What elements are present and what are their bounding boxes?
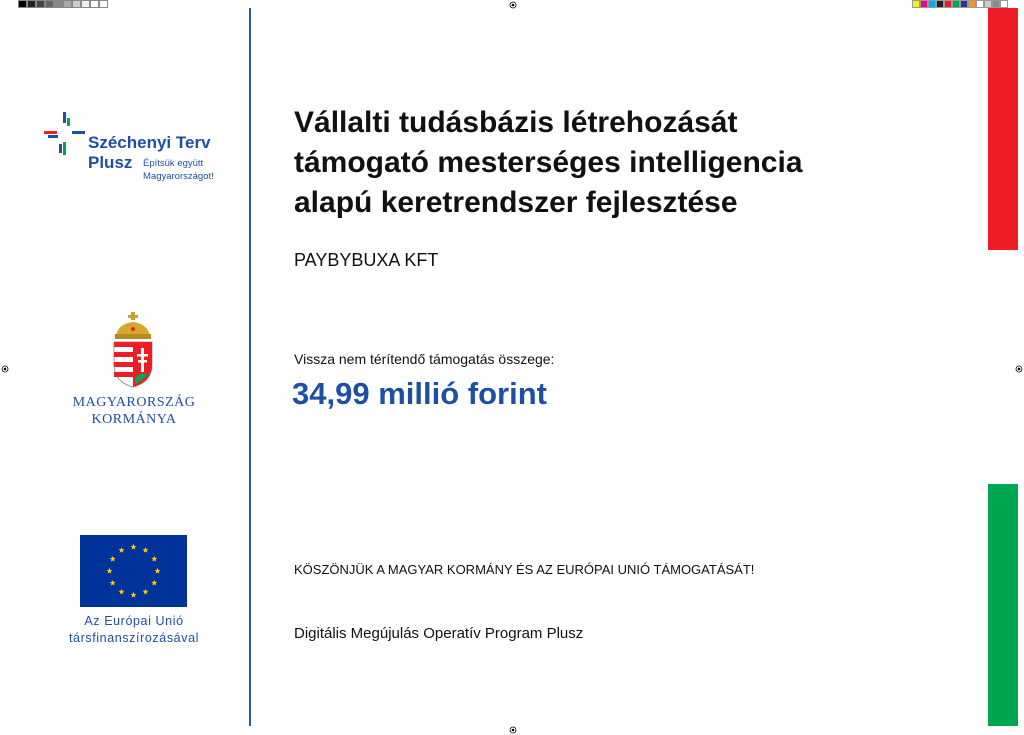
project-title-line: alapú keretrendszer fejlesztése xyxy=(294,186,738,219)
print-color-strip xyxy=(912,0,1008,8)
eu-star xyxy=(110,580,116,586)
project-title xyxy=(294,103,914,223)
program-name: Digitális Megújulás Operatív Program Plusz xyxy=(294,625,584,642)
eu-star xyxy=(130,592,136,598)
registration-mark-top xyxy=(509,1,517,9)
registration-mark-left xyxy=(1,365,9,373)
eu-star xyxy=(118,589,124,595)
eu-star xyxy=(130,544,136,550)
flag-red-bar xyxy=(988,8,1018,250)
eu-star xyxy=(154,568,160,574)
eu-star xyxy=(151,556,157,562)
szechenyi-cross-icon xyxy=(44,112,86,156)
eu-star xyxy=(110,556,116,562)
amount-label: Vissza nem térítendő támogatás összege: xyxy=(294,351,555,367)
project-title-line: támogató mesterséges intelligencia xyxy=(294,146,803,179)
eu-star xyxy=(142,589,148,595)
eu-star xyxy=(106,568,112,574)
eu-star xyxy=(142,547,148,553)
project-title-line: Vállalti tudásbázis létrehozását xyxy=(294,106,738,139)
eu-logo-text: Az Európai Unió társfinanszírozásával xyxy=(68,614,199,645)
eu-star xyxy=(151,580,157,586)
szechenyi-plusz: Plusz xyxy=(88,153,133,172)
government-logo-text: MAGYARORSZÁG KORMÁNYA xyxy=(72,395,196,427)
eu-stars-icon xyxy=(80,535,187,607)
grant-amount: 34,99 millió forint xyxy=(292,376,547,411)
thanks-text: KÖSZÖNJÜK A MAGYAR KORMÁNY ÉS AZ EURÓPAI UNIÓ TÁMOGATÁSÁT! xyxy=(294,562,755,577)
szechenyi-tagline: Építsük együtt Magyarországot! xyxy=(143,158,214,182)
eu-flag xyxy=(80,535,187,607)
coat-of-arms-icon xyxy=(110,312,156,388)
print-grayscale-strip xyxy=(18,0,108,8)
eu-star xyxy=(118,547,124,553)
flag-green-bar xyxy=(988,484,1018,726)
registration-mark-right xyxy=(1015,365,1023,373)
szechenyi-title: Széchenyi Terv xyxy=(88,133,211,152)
company-name: PAYBYBUXA KFT xyxy=(294,250,439,270)
vertical-divider xyxy=(249,8,251,726)
registration-mark-bottom xyxy=(509,726,517,734)
